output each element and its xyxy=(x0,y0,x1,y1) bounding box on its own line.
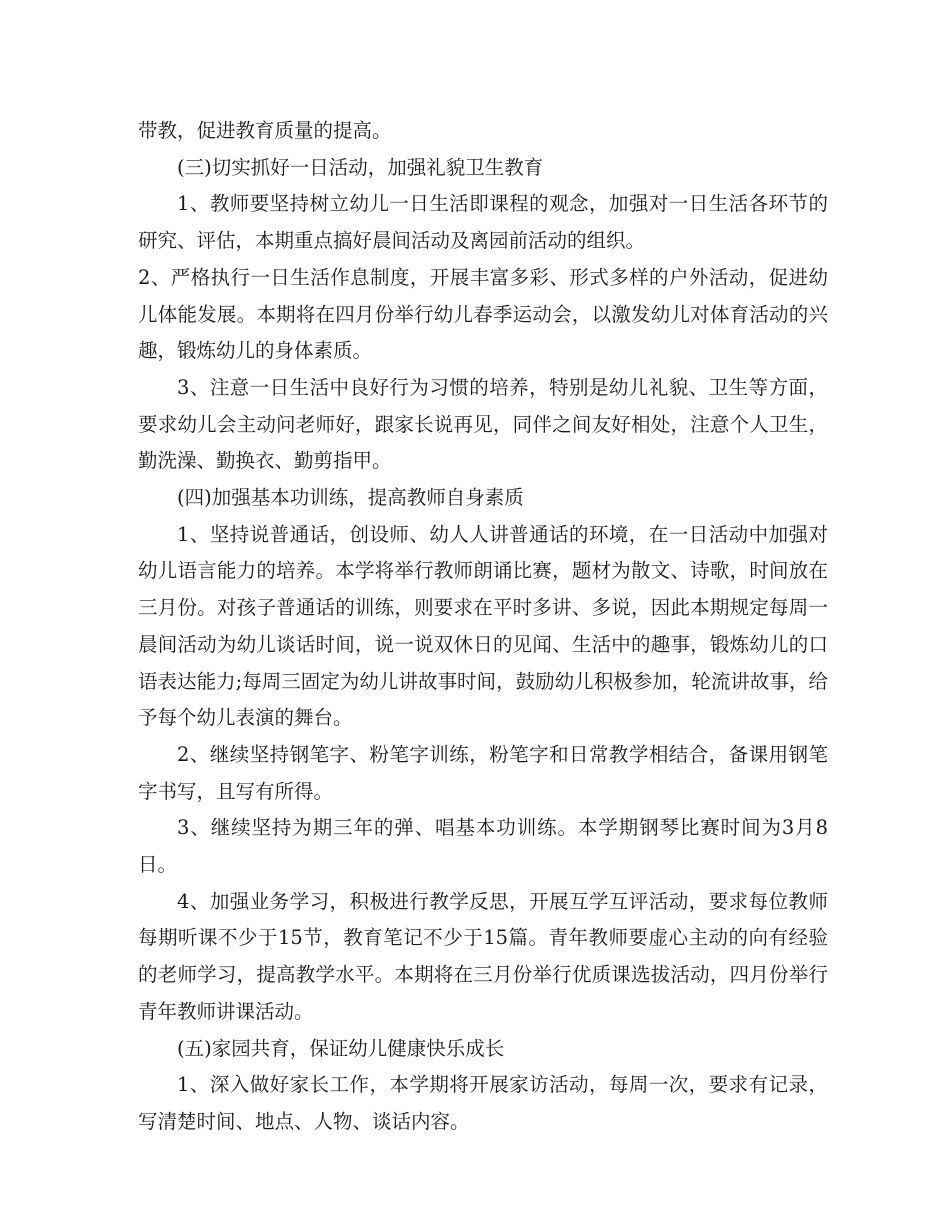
paragraph-10: 4、加强业务学习，积极进行教学反思，开展互学互评活动，要求每位教师每期听课不少于15节，教育笔记不少于15篇。青年教师要虚心主动的向有经验的老师学习，提高教学水平。本期将在三月份举行优质课选拔活动，四月份举行青年教师讲课活动。 xyxy=(138,889,828,1023)
section-heading-5: (五)家园共育，保证幼儿健康快乐成长 xyxy=(177,1036,505,1060)
document-body xyxy=(138,113,828,1141)
paragraph-7: 1、坚持说普通话，创设师、幼人人讲普通话的环境，在一日活动中加强对幼儿语言能力的培养。本学将举行教师朗诵比赛，题材为散文、诗歌，时间放在三月份。对孩子普通话的训练，则要求在平时多讲、多说，因此本期规定每周一晨间活动为幼儿谈话时间，说一说双休日的见闻、生活中的趣事，锻炼幼儿的口语表达能力;每周三固定为幼儿讲故事时间，鼓励幼儿积极参加，轮流讲故事，给予每个幼儿表演的舞台。 xyxy=(138,522,828,730)
section-heading-4: (四)加强基本功训练，提高教师自身素质 xyxy=(177,486,524,510)
paragraph-9: 3、继续坚持为期三年的弹、唱基本功训练。本学期钢琴比赛时间为3月8日。 xyxy=(138,816,828,877)
paragraph-5: 3、注意一日生活中良好行为习惯的培养，特别是幼儿礼貌、卫生等方面，要求幼儿会主动问老师好，跟家长说再见，同伴之间友好相处，注意个人卫生，勤洗澡、勤换衣、勤剪指甲。 xyxy=(138,375,828,473)
paragraph-12: 1、深入做好家长工作，本学期将开展家访活动，每周一次，要求有记录，写清楚时间、地点、人物、谈话内容。 xyxy=(138,1073,828,1133)
section-heading-3: (三)切实抓好一日活动，加强礼貌卫生教育 xyxy=(177,155,544,179)
paragraph-4: 2、严格执行一日生活作息制度，开展丰富多彩、形式多样的户外活动，促进幼儿体能发展。本期将在四月份举行幼儿春季运动会，以激发幼儿对体育活动的兴趣，锻炼幼儿的身体素质。 xyxy=(138,265,828,363)
paragraph-1: 带教，促进教育质量的提高。 xyxy=(138,119,392,142)
paragraph-3: 1、教师要坚持树立幼儿一日生活即课程的观念，加强对一日生活各环节的研究、评估，本期重点搞好晨间活动及离园前活动的组织。 xyxy=(138,192,828,253)
paragraph-8: 2、继续坚持钢笔字、粉笔字训练，粉笔字和日常教学相结合，备课用钢笔字书写，且写有所得。 xyxy=(138,742,828,803)
